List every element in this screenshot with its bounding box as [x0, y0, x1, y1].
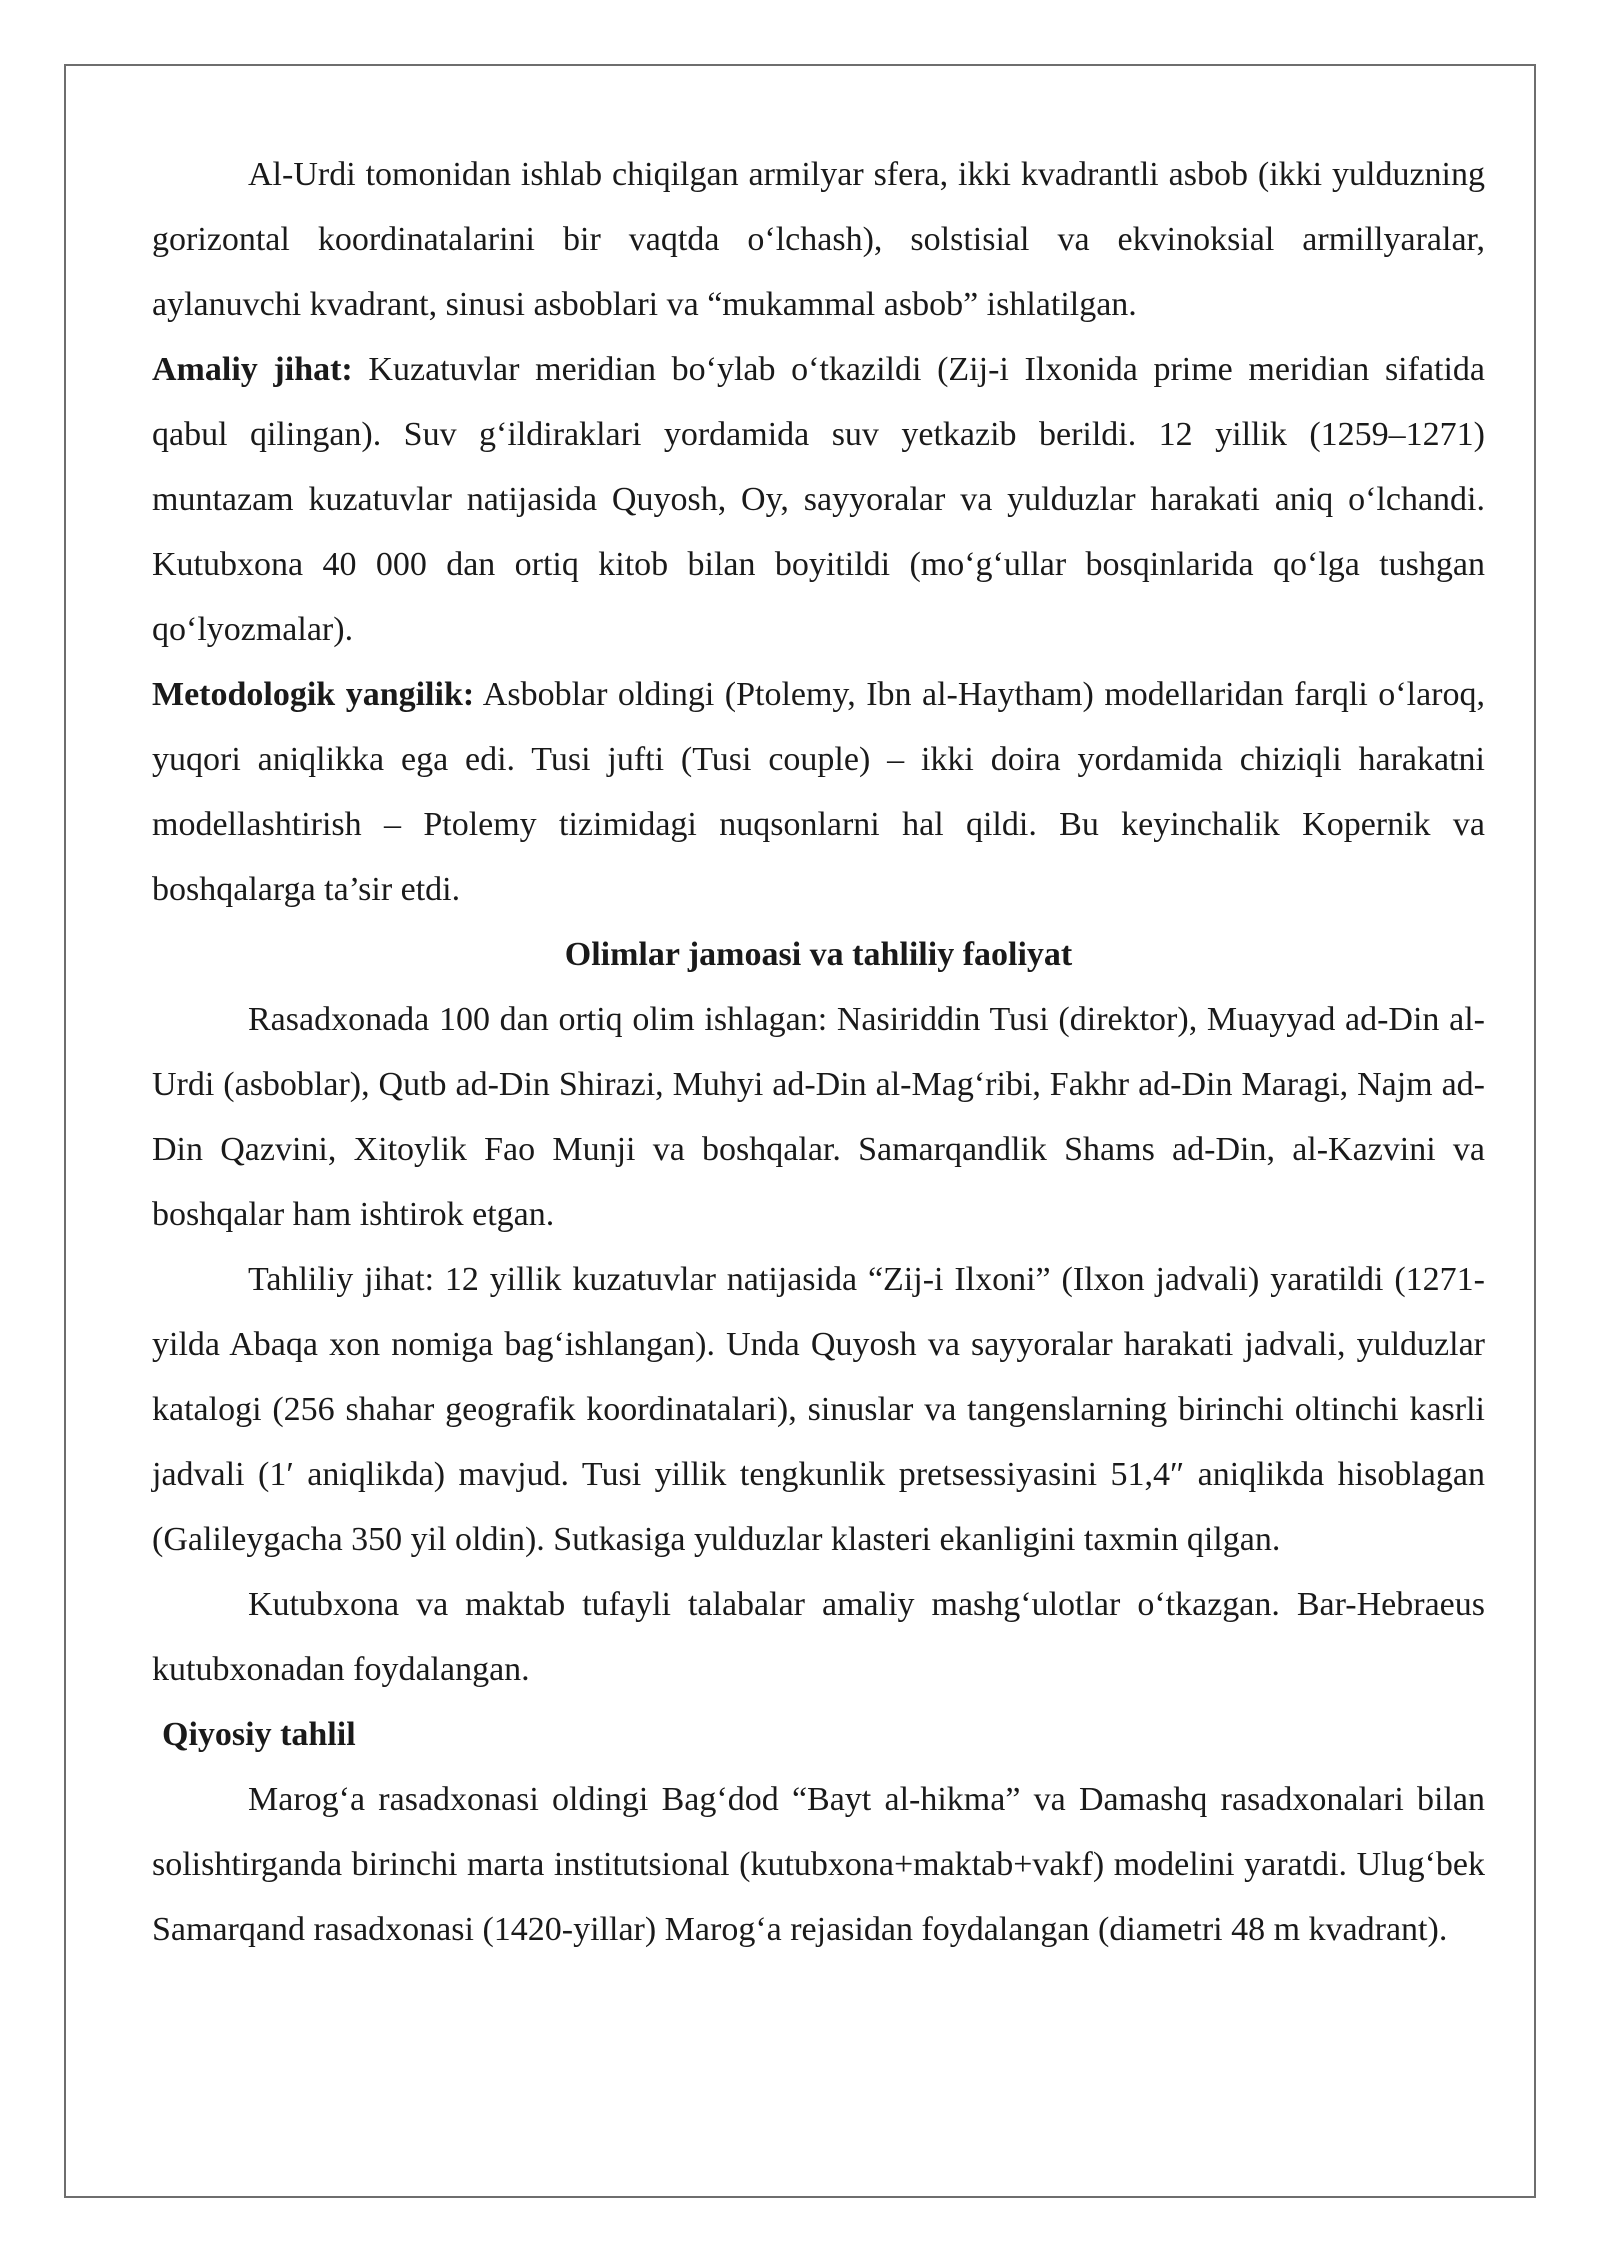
document-body: [152, 142, 1485, 1962]
paragraph-analytical-aspect: [152, 1247, 1485, 1572]
paragraph-text: Tahliliy jihat: 12 yillik kuzatuvlar natijasida “Zij-i Ilxoni” (Ilxon jadvali) yaratildi (1271-yilda Abaqa xon nomiga bag‘ishlangan). Unda Quyosh va sayyoralar harakati jadvali, yulduzlar katalogi (256 shahar geografik koordinatalari), sinuslar va tangenslarning birinchi oltinchi kasrli jadvali (1′ aniqlikda) mavjud. Tusi yillik tengkunlik pretsessiyasini 51,4″ aniqlikda hisoblagan (Galileygacha 350 yil oldin). Sutkasiga yulduzlar klasteri ekanligini taxmin qilgan.: [152, 1261, 1485, 1558]
paragraph-lead-methodological: Metodologik yangilik:: [152, 676, 475, 713]
paragraph-text: Rasadxonada 100 dan ortiq olim ishlagan: Nasiriddin Tusi (direktor), Muayyad ad-Din al-Urdi (asboblar), Qutb ad-Din Shirazi, Muhyi ad-Din al-Mag‘ribi, Fakhr ad-Din Maragi, Najm ad-Din Qazvini, Xitoylik Fao Munji va boshqalar. Samarqandlik Shams ad-Din, al-Kazvini va boshqalar ham ishtirok etgan.: [152, 1001, 1485, 1233]
section-heading-comparative: Qiyosiy tahlil: [162, 1716, 356, 1753]
paragraph-scholars: [152, 987, 1485, 1247]
paragraph-instruments: [152, 142, 1485, 337]
paragraph-practical-aspect: [152, 337, 1485, 662]
paragraph-text: Al-Urdi tomonidan ishlab chiqilgan armilyar sfera, ikki kvadrantli asbob (ikki yulduzning gorizontal koordinatalarini bir vaqtda o‘lchash), solstisial va ekvinoksial armillyaralar, aylanuvchi kvadrant, sinusi asboblari va “mukammal asbob” ishlatilgan.: [152, 156, 1485, 323]
paragraph-text: Marog‘a rasadxonasi oldingi Bag‘dod “Bayt al-hikma” va Damashq rasadxonalari bilan solishtirganda birinchi marta institutsional (kutubxona+maktab+vakf) modelini yaratdi. Ulug‘bek Samarqand rasadxonasi (1420-yillar) Marog‘a rejasidan foydalangan (diametri 48 m kvadrant).: [152, 1781, 1485, 1948]
paragraph-text: Kutubxona va maktab tufayli talabalar amaliy mashg‘ulotlar o‘tkazgan. Bar-Hebraeus kutubxonadan foydalangan.: [152, 1586, 1485, 1688]
paragraph-methodological-innovation: [152, 662, 1485, 922]
section-heading-scholars: Olimlar jamoasi va tahliliy faoliyat: [564, 936, 1073, 973]
paragraph-text: Asboblar oldingi (Ptolemy, Ibn al-Haytham) modellaridan farqli o‘laroq, yuqori aniqlikka ega edi. Tusi jufti (Tusi couple) – ikki doira yordamida chiziqli harakatni modellashtirish – Ptolemy tizimidagi nuqsonlarni hal qildi. Bu keyinchalik Kopernik va boshqalarga ta’sir etdi.: [152, 676, 1485, 908]
paragraph-comparative: [152, 1767, 1485, 1962]
paragraph-library-school: [152, 1572, 1485, 1702]
paragraph-lead-practical: Amaliy jihat:: [152, 351, 353, 388]
paragraph-text: Kuzatuvlar meridian bo‘ylab o‘tkazildi (Zij-i Ilxonida prime meridian sifatida qabul qilingan). Suv g‘ildiraklari yordamida suv yetkazib berildi. 12 yillik (1259–1271) muntazam kuzatuvlar natijasida Quyosh, Oy, sayyoralar va yulduzlar harakati aniq o‘lchandi. Kutubxona 40 000 dan ortiq kitob bilan boyitildi (mo‘g‘ullar bosqinlarida qo‘lga tushgan qo‘lyozmalar).: [152, 351, 1486, 648]
